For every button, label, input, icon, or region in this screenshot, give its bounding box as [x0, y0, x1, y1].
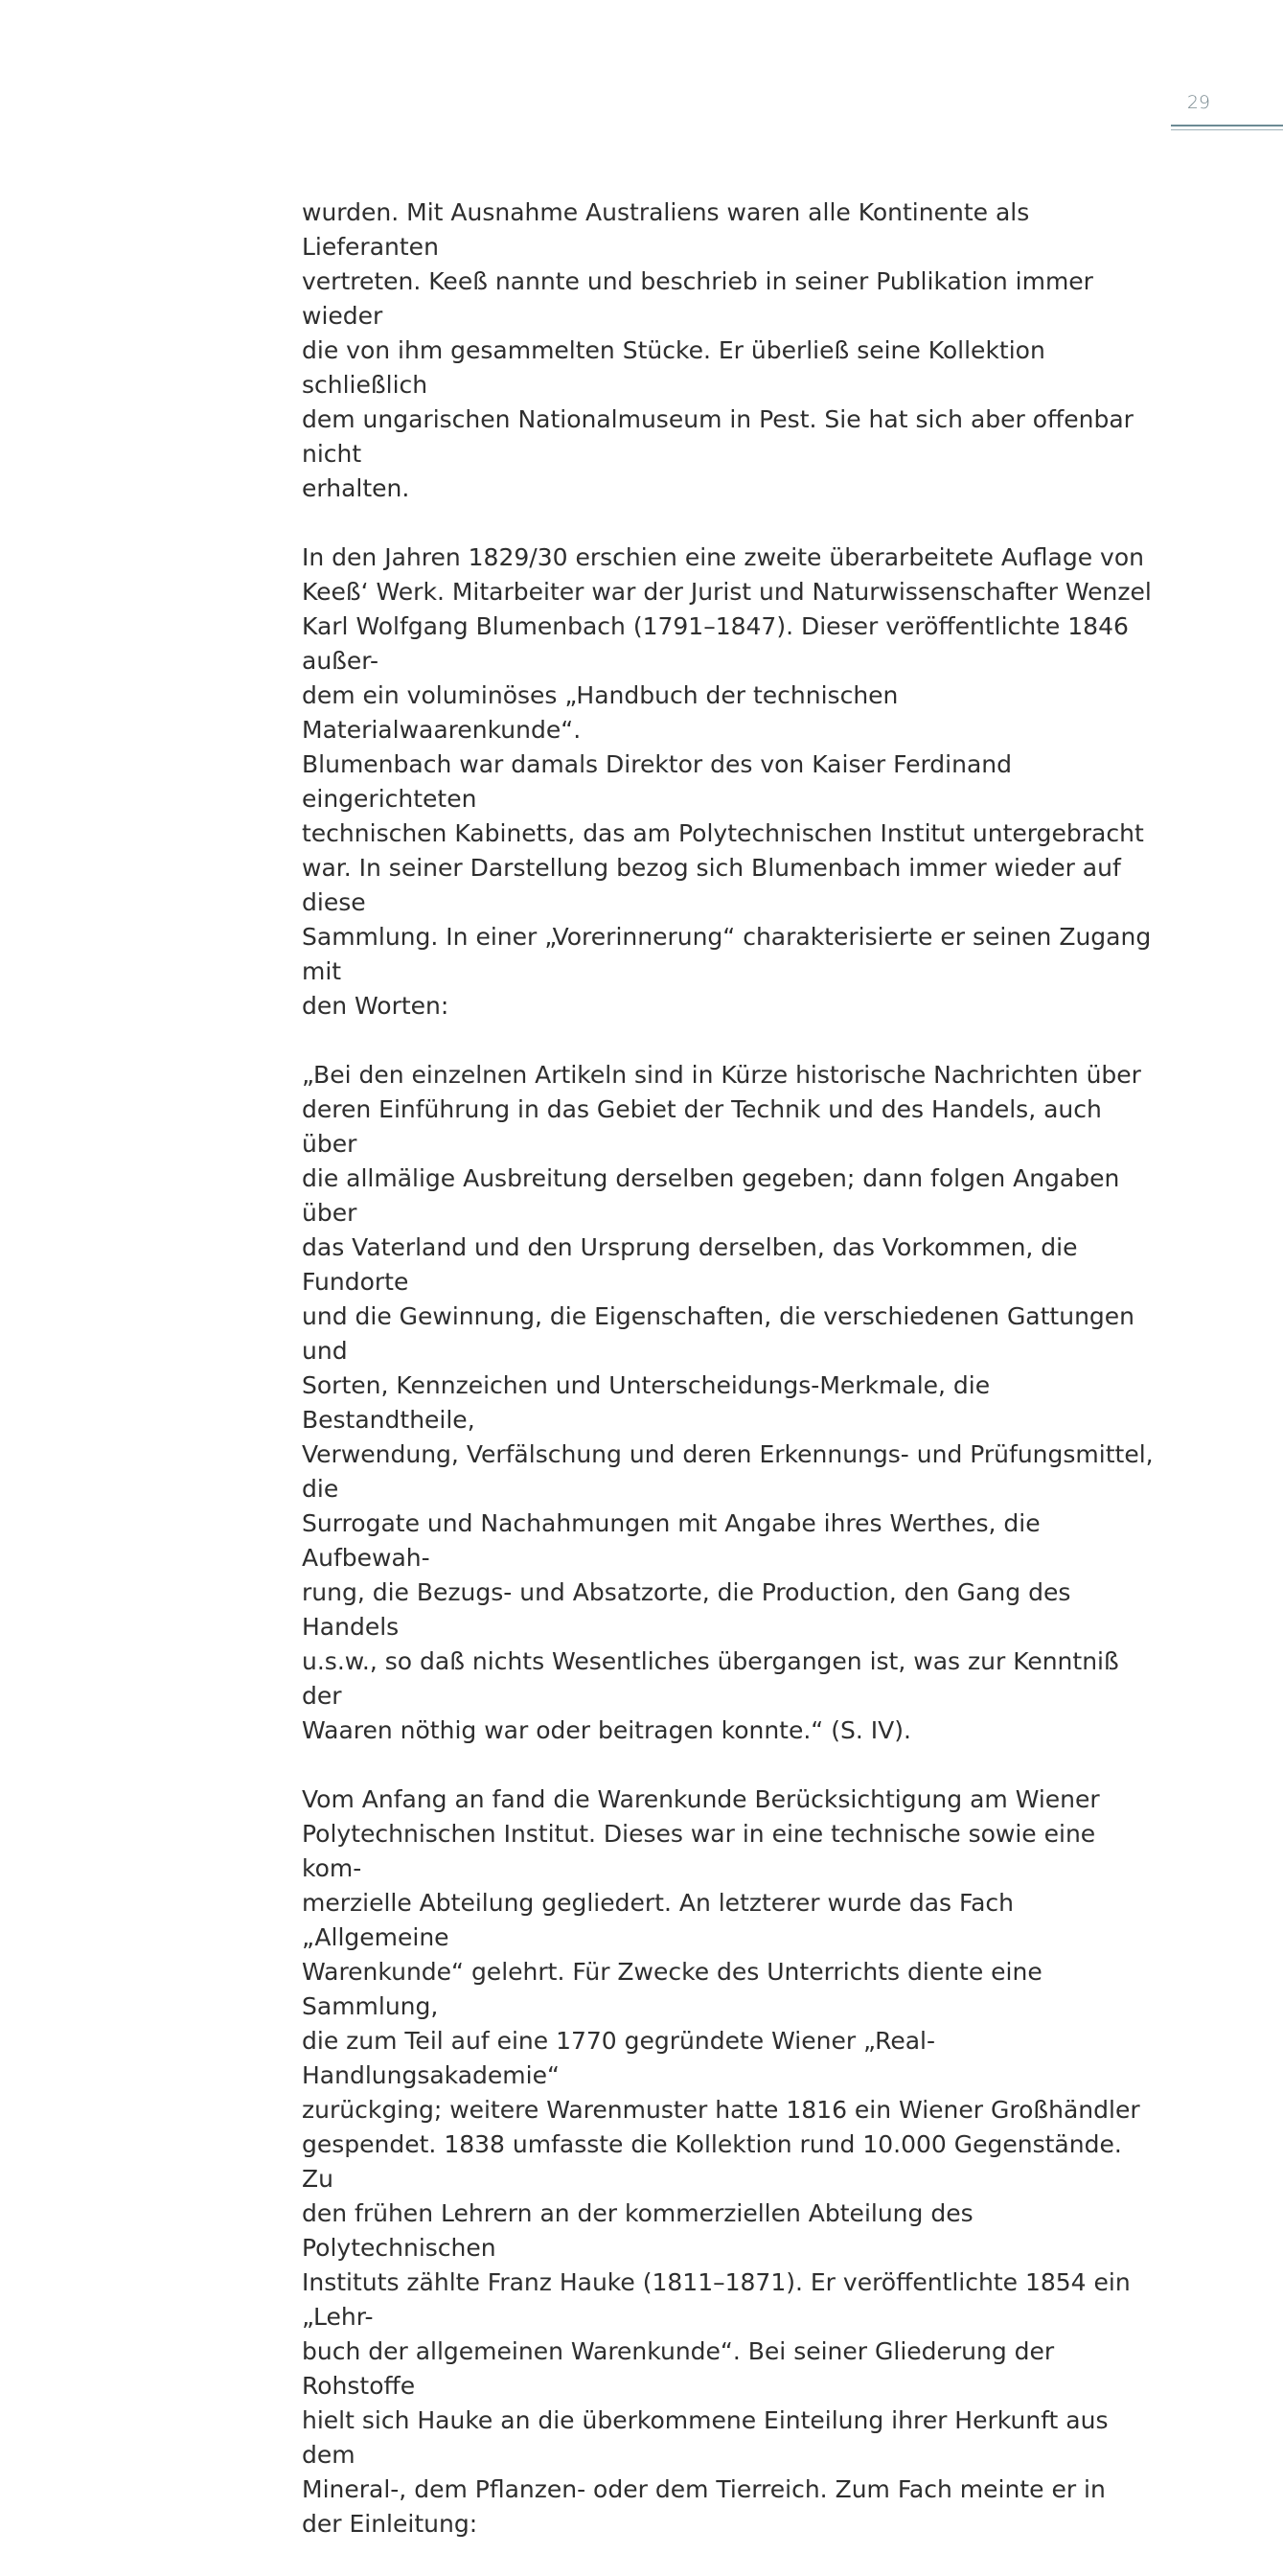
header-rule — [1171, 125, 1283, 126]
block-quote: „Bei den einzelnen Artikeln sind in Kürze historische Nachrichten über deren Einführung in das Gebiet der Technik und des Handels, auch über die allmälige Ausbreitung derselben gegeben; dann folgen Angaben über das Vaterland und den Ursprung derselben, das Vorkommen, die Fundorte und die Gewinnung, die Eigenschaften, die verschiedenen Gattungen und Sorten, Kennzeichen und Unterscheidungs-Merkmale, die Bestandtheile, Verwendung, Verfälschung und deren Erkennungs- und Prüfungsmittel, die Surrogate und Nachahmungen mit Angabe ihres Werthes, die Aufbewah- rung, die Bezugs- und Absatzorte, die Production, den Gang des Handels u.s.w., so daß nichts Wesentliches übergangen ist, was zur Kenntniß der Waaren nöthig war oder beitragen konnte.“ (S. IV). — [302, 1061, 1154, 1744]
paragraph-1: wurden. Mit Ausnahme Australiens waren alle Kontinente als Lieferanten vertreten. Keeß nannte und beschrieb in seiner Publikation immer wieder die von ihm gesammelten Stücke. Er überließ seine Kollektion schließlich dem ungarischen Nationalmuseum in Pest. Sie hat sich aber offenbar nicht erhalten. — [302, 198, 1134, 502]
header-rule-thin — [1171, 129, 1283, 130]
paragraph-2: In den Jahren 1829/30 erschien eine zweite überarbeitete Auflage von Keeß‘ Werk. Mitarbeiter war der Jurist und Naturwissenschafter Wenzel Karl Wolfgang Blumenbach (1791–1847). Dieser veröffentlichte 1846 außer- dem ein voluminöses „Handbuch der technischen Materialwaarenkunde“. Blumenbach war damals Direktor des von Kaiser Ferdinand eingerichteten technischen Kabinetts, das am Polytechnischen Institut untergebracht war. In seiner Darstellung bezog sich Blumenbach immer wieder auf diese Sammlung. In einer „Vorerinnerung“ charakterisierte er seinen Zugang mit den Worten: — [302, 543, 1152, 1020]
paragraph-4: Vom Anfang an fand die Warenkunde Berücksichtigung am Wiener Polytechnischen Institut. Dieses war in eine technische sowie eine kom- merzielle Abteilung gegliedert. An letzterer wurde das Fach „Allgemeine Warenkunde“ gelehrt. Für Zwecke des Unterrichts diente eine Sammlung, die zum Teil auf eine 1770 gegründete Wiener „Real-Handlungsakademie“ zurückging; weitere Warenmuster hatte 1816 ein Wiener Großhändler gespendet. 1838 umfasste die Kollektion rund 10.000 Gegenstände. Zu den frühen Lehrern an der kommerziellen Abteilung des Polytechnischen Instituts zählte Franz Hauke (1811–1871). Er veröffentlichte 1854 ein „Lehr- buch der allgemeinen Warenkunde“. Bei seiner Gliederung der Rohstoffe hielt sich Hauke an die überkommene Einteilung ihrer Herkunft aus dem Mineral-, dem Pflanzen- oder dem Tierreich. Zum Fach meinte er in der Einleitung: — [302, 1785, 1140, 2538]
page-number: 29 — [1186, 92, 1210, 113]
body-text — [302, 196, 1155, 2576]
